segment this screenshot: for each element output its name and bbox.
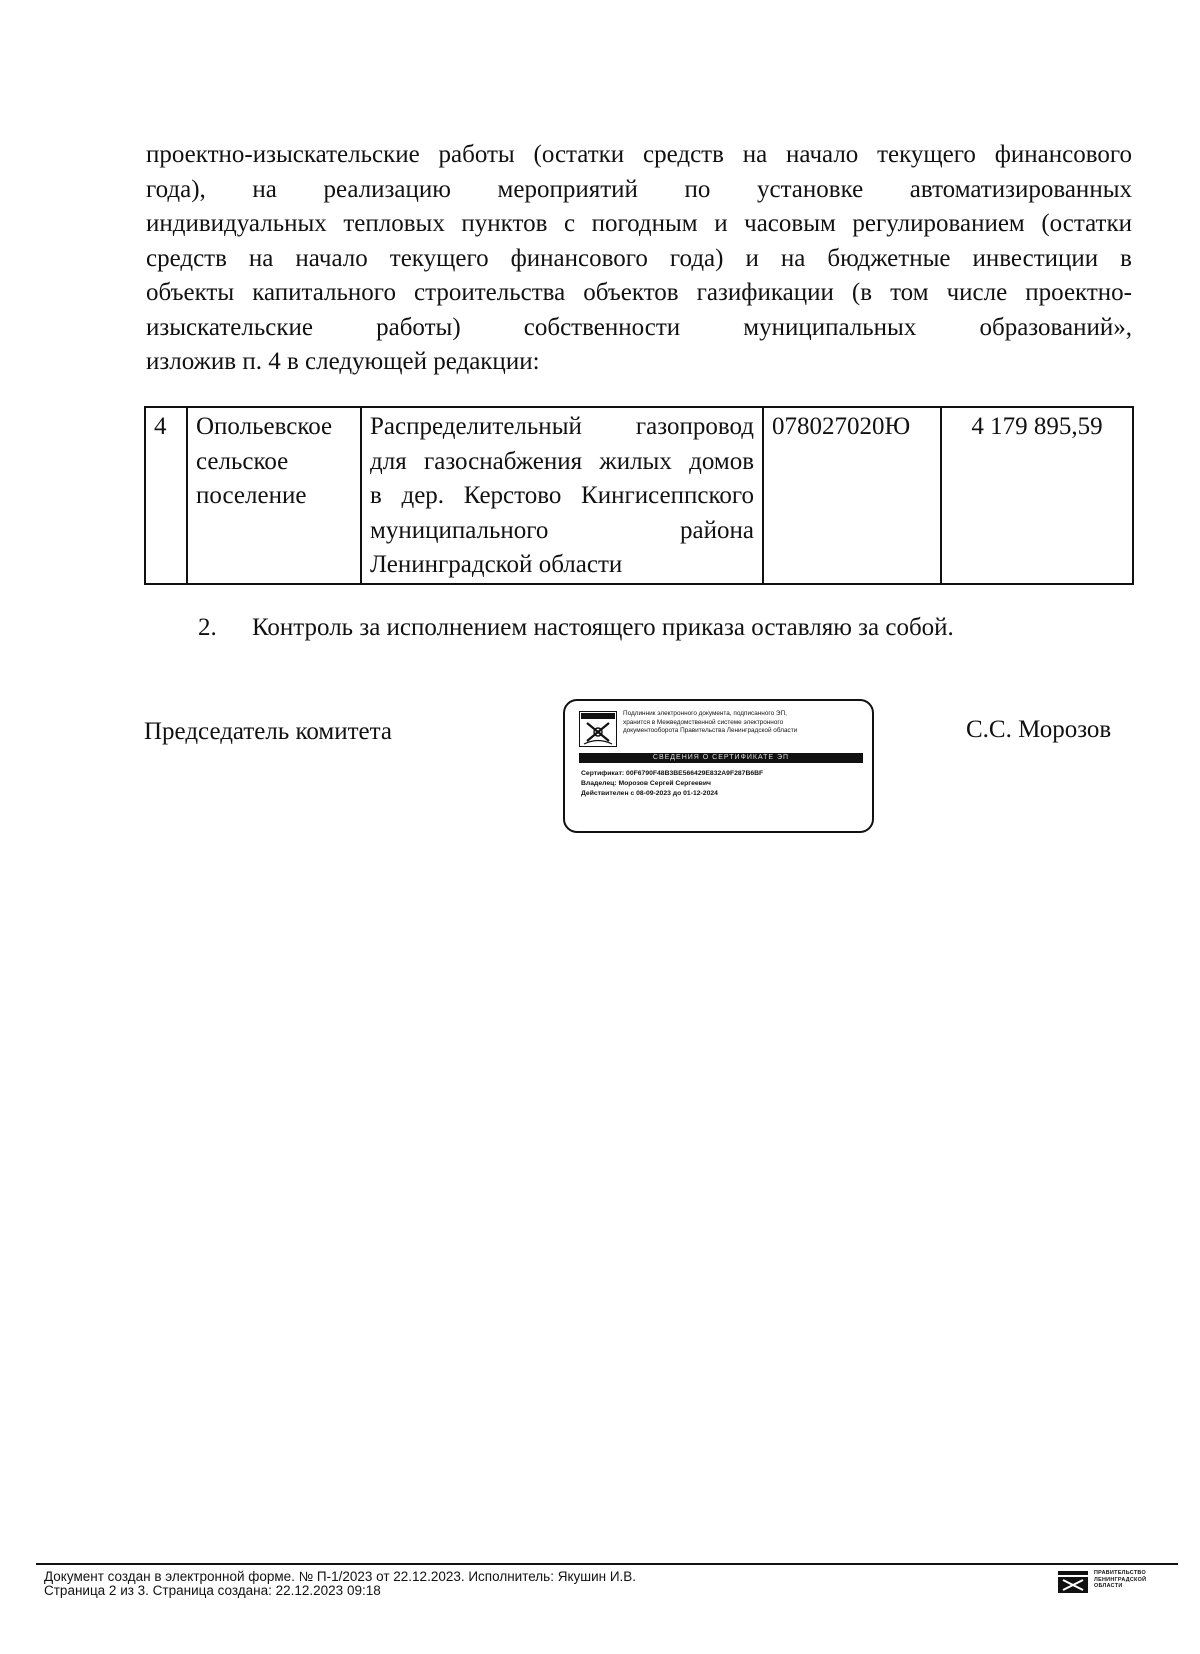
signatory-name: С.С. Морозов bbox=[966, 716, 1112, 743]
stamp-certificate: Сертификат: 00F6790F48B3BE566429E832A9F287B6BF bbox=[581, 770, 764, 777]
description-line: для газоснабжения жилых домов bbox=[370, 447, 754, 475]
table-row bbox=[145, 407, 1133, 584]
municipality-line: поселение bbox=[196, 482, 307, 509]
stamp-header-line: документооборота Правительства Ленинградской области bbox=[623, 727, 798, 734]
body-paragraph bbox=[146, 138, 1132, 380]
org-line: ПРАВИТЕЛЬСТВО bbox=[1094, 1570, 1146, 1576]
footer-text bbox=[44, 1570, 636, 1598]
org-line: ОБЛАСТИ bbox=[1094, 1583, 1123, 1589]
sum-cell: 4 179 895,59 bbox=[941, 407, 1133, 584]
footer-line: Страница 2 из 3. Страница создана: 22.12.2023 09:18 bbox=[44, 1583, 381, 1598]
stamp-bar: СВЕДЕНИЯ О СЕРТИФИКАТЕ ЭП bbox=[579, 753, 863, 763]
paragraph-line: года), на реализацию мероприятий по установке автоматизированных bbox=[146, 175, 1132, 203]
footer-divider bbox=[36, 1563, 1178, 1565]
stamp-header-line: Подлинник электронного документа, подписанного ЭП, bbox=[623, 710, 787, 717]
item-text: Контроль за исполнением настоящего приказа оставляю за собой. bbox=[252, 614, 954, 641]
description-line: муниципального района bbox=[370, 516, 754, 544]
paragraph-line: проектно-изыскательские работы (остатки средств на начало текущего финансового bbox=[146, 141, 1132, 168]
paragraph-line: изложив п. 4 в следующей редакции: bbox=[146, 348, 540, 375]
municipality-line: сельское bbox=[196, 447, 289, 475]
stamp-validity: Действителен с 08-09-2023 до 01-12-2024 bbox=[581, 790, 718, 797]
description-line: Ленинградской области bbox=[370, 551, 623, 578]
stamp-info bbox=[581, 769, 763, 799]
municipality-cell bbox=[187, 407, 361, 584]
paragraph-line: средств на начало текущего финансового года) и на бюджетные инвестиции в bbox=[146, 244, 1132, 272]
object-description-cell bbox=[361, 407, 763, 584]
footer-line: Документ создан в электронной форме. № П-1/2023 от 22.12.2023. Исполнитель: Якушин И.В. bbox=[44, 1569, 637, 1584]
description-line: Распределительный газопровод bbox=[370, 413, 754, 440]
electronic-signature-stamp bbox=[563, 699, 874, 833]
amendment-table bbox=[144, 406, 1134, 585]
government-logo-icon bbox=[1058, 1571, 1088, 1593]
signatory-position: Председатель комитета bbox=[144, 718, 392, 745]
paragraph-line: объекты капитального строительства объектов газификации (в том числе проектно- bbox=[146, 279, 1132, 306]
item-number: 2. bbox=[198, 614, 217, 641]
code-cell: 078027020Ю bbox=[763, 407, 941, 584]
stamp-header bbox=[623, 710, 867, 736]
description-line: в дер. Керстово Кингисеппского bbox=[370, 482, 754, 509]
stamp-header-line: хранится в Межведомственной системе электронного bbox=[623, 718, 784, 726]
row-number-cell: 4 bbox=[145, 407, 187, 584]
numbered-item bbox=[198, 614, 954, 642]
stamp-owner: Владелец: Морозов Сергей Сергеевич bbox=[581, 780, 711, 787]
paragraph-line: изыскательские работы) собственности муниципальных образований», bbox=[146, 313, 1132, 341]
coat-of-arms-icon bbox=[579, 711, 617, 747]
org-line: ЛЕНИНГРАДСКОЙ bbox=[1094, 1576, 1147, 1583]
government-logo-text bbox=[1094, 1570, 1146, 1590]
paragraph-line: индивидуальных тепловых пунктов с погодным и часовым регулированием (остатки bbox=[146, 210, 1132, 237]
municipality-line: Опольевское bbox=[196, 413, 333, 440]
